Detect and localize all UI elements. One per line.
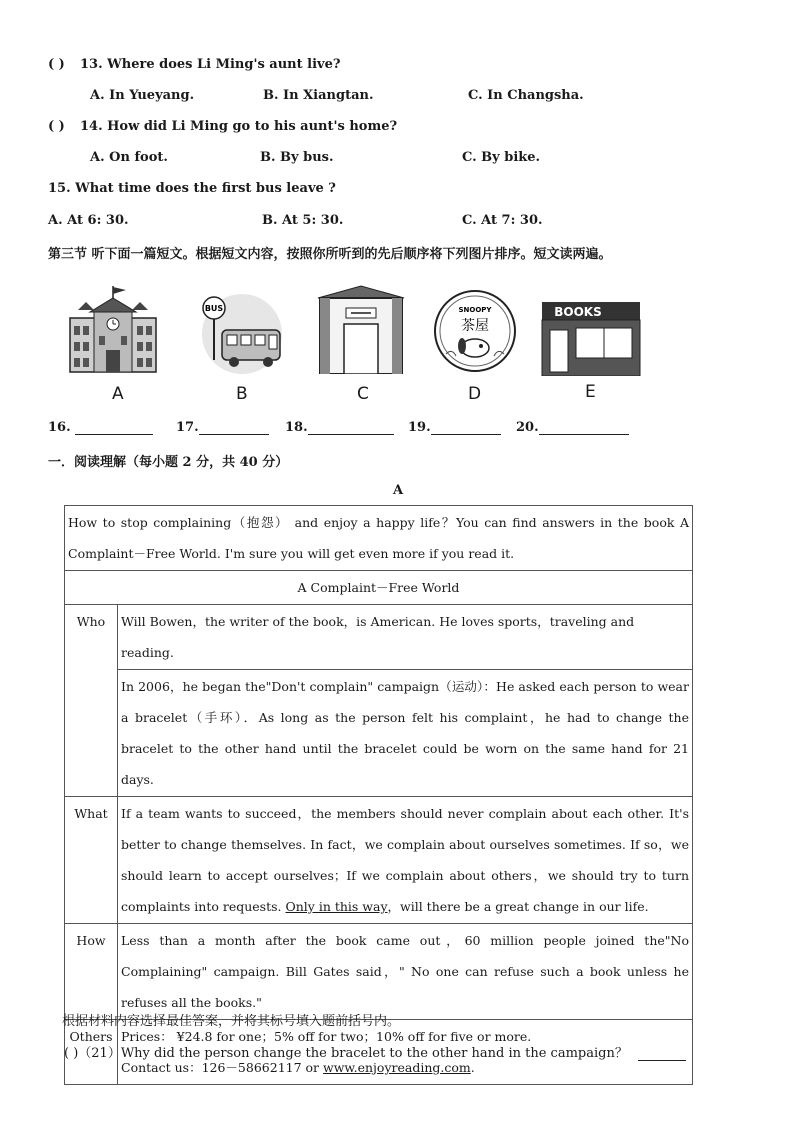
q14-question	[48, 119, 397, 134]
answer-paren[interactable]: ( )	[48, 57, 65, 72]
who-text-1: Will Bowen，the writer of the book，is American. He loves sports，traveling and reading.	[118, 605, 693, 670]
prices-line: Prices： ¥24.8 for one；5% off for two；10% off for five or more.	[121, 1029, 532, 1044]
reading-heading: 一．阅读理解（每小题 2 分，共 40 分）	[48, 455, 289, 470]
contact-prefix: Contact us：126－58662117 or	[121, 1060, 324, 1075]
picture-label-c: C	[357, 384, 369, 404]
question-text: 13. Where does Li Ming's aunt live?	[80, 57, 341, 72]
passage-label: A	[393, 483, 404, 498]
blank-number: 17.	[176, 420, 199, 435]
blank-number: 16.	[48, 420, 71, 435]
picture-label-d: D	[468, 384, 482, 404]
teahouse-top-text: SNOOPY	[458, 306, 492, 314]
question-text: （21）Why did the person change the bracelet to the other hand in the campaign？	[78, 1046, 628, 1061]
row-label-what: What	[65, 797, 118, 924]
picture-label-a: A	[112, 384, 124, 404]
passage-table	[64, 505, 693, 1085]
q14-option-a: A. On foot.	[90, 150, 168, 165]
q14-option-c: C. By bike.	[462, 150, 541, 165]
row-label-who: Who	[65, 605, 118, 797]
bookstore-sign-text: BOOKS	[554, 305, 602, 319]
q13-option-a: A. In Yueyang.	[90, 88, 195, 103]
blank-20[interactable]	[516, 420, 629, 435]
q15-option-a: A. At 6: 30.	[48, 213, 129, 228]
row-label-how: How	[65, 924, 118, 1020]
q13-option-b: B. In Xiangtan.	[263, 88, 374, 103]
q15-option-c: C. At 7: 30.	[462, 213, 543, 228]
picture-d-teahouse	[432, 288, 518, 374]
blank-17[interactable]	[176, 420, 269, 435]
question-text: 14. How did Li Ming go to his aunt's home?	[80, 119, 398, 134]
answer-blank[interactable]	[638, 1046, 686, 1061]
picture-b-bus-stop	[192, 290, 286, 376]
q13-option-c: C. In Changsha.	[468, 88, 584, 103]
blank-18[interactable]	[285, 420, 394, 435]
blank-19[interactable]	[408, 420, 501, 435]
what-text	[118, 797, 693, 924]
what-body: If a team wants to succeed，the members should never complain about each other. It's better to change themselves. In fact，we complain about ourselves sometimes. If so，we should learn to accept ourselves；If we complain about others，we should try to turn complaints into requests.	[121, 806, 689, 914]
who-text-2: In 2006，he began the"Don't complain" campaign（运动）：He asked each person to wear a bracelet（手环）．As long as the person felt his complaint，he had to change the bracelet to the other hand until the bracelet could be worn on the same hand for 21 days.	[118, 670, 693, 797]
picture-c-shop	[316, 284, 406, 374]
q21-question	[64, 1042, 686, 1061]
section3-instruction: 第三节 听下面一篇短文。根据短文内容，按照你所听到的先后顺序将下列图片排序。短文读两遍。	[48, 247, 612, 262]
website-link[interactable]: www.enjoyreading.com	[323, 1060, 471, 1075]
blank-number: 18.	[285, 420, 308, 435]
what-tail: ，will there be a great change in our life.	[387, 899, 649, 914]
answer-paren[interactable]: ( )	[64, 1046, 79, 1061]
answer-paren[interactable]: ( )	[48, 119, 65, 134]
picture-e-bookstore	[540, 300, 642, 376]
how-text: Less than a month after the book came out，60 million people joined the"No Complaining" campaign. Bill Gates said，" No one can refuse such a book unless he refuses all the books."	[118, 924, 693, 1020]
underlined-phrase: Only in this way	[285, 899, 388, 914]
q14-option-b: B. By bus.	[260, 150, 334, 165]
teahouse-name-text: 茶屋	[461, 318, 489, 334]
picture-label-e: E	[585, 382, 596, 402]
answer-blank[interactable]	[75, 420, 153, 435]
blank-number: 19.	[408, 420, 431, 435]
q15-option-b: B. At 5: 30.	[262, 213, 344, 228]
blank-number: 20.	[516, 420, 539, 435]
q15-question: 15. What time does the first bus leave ?	[48, 181, 336, 196]
q13-question	[48, 57, 340, 72]
picture-label-b: B	[236, 384, 248, 404]
reading-instruction: 根据材料内容选择最佳答案，并将其标号填入题前括号内。	[62, 1014, 401, 1029]
blank-16[interactable]	[48, 420, 153, 435]
row-label-others: Others	[65, 1020, 118, 1085]
answer-blank[interactable]	[308, 420, 394, 435]
picture-a-school	[66, 284, 160, 374]
book-title-cell: A Complaint－Free World	[65, 571, 693, 605]
contact-suffix: .	[470, 1060, 475, 1075]
answer-blank[interactable]	[539, 420, 629, 435]
bus-sign-text: BUS	[204, 304, 224, 313]
answer-blank[interactable]	[199, 420, 269, 435]
intro-cell: How to stop complaining（抱怨） and enjoy a happy life？You can find answers in the book A Complaint－Free World. I'm sure you will get even more if you read it.	[65, 506, 693, 571]
answer-blank[interactable]	[431, 420, 501, 435]
